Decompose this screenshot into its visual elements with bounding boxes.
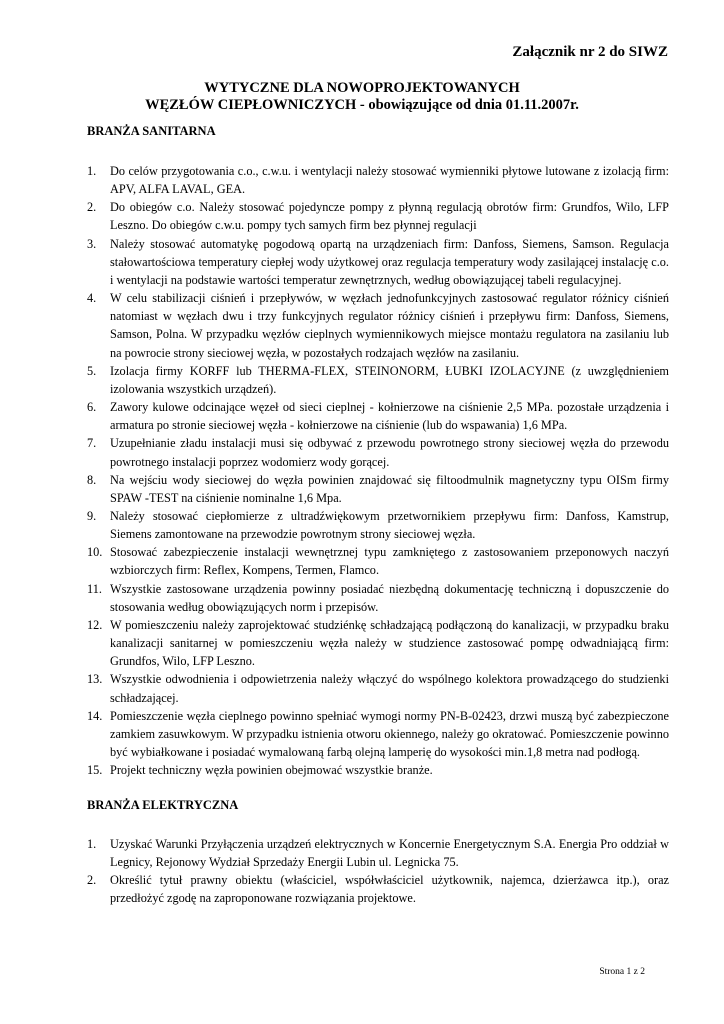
attachment-label: Załącznik nr 2 do SIWZ: [512, 44, 668, 60]
sanitary-heading: BRANŻA SANITARNA: [87, 124, 216, 138]
list-item: [87, 507, 669, 543]
list-item-text: W celu stabilizacji ciśnień i przepływów, w węzłach jednofunkcyjnych zastosować regulator różnicy ciśnień natomiast w węzłach dwu i trzy funkcyjnych regulator różnicy ciśnień i przepływu firm: Danfoss, Siemens, Samson, Polna. W przypadku węzłów cieplnych wymiennikowych miejsce montażu regulatora na zasilaniu lub na powrocie strony sieciowej węzła, w pozostałych rodzajach węzłów na zasilaniu.: [110, 291, 669, 360]
list-item: [87, 543, 669, 579]
list-item-text: Do obiegów c.o. Należy stosować pojedyncze pompy z płynną regulacją obrotów firm: Grundfos, Wilo, LFP Leszno. Do obiegów c.w.u. pompy tych samych firm bez płynnej regulacji: [110, 200, 669, 233]
title-line-1: WYTYCZNE DLA NOWOPROJEKTOWANYCH: [204, 80, 520, 96]
document-title: [0, 80, 724, 114]
list-item-text: Należy stosować automatykę pogodową opartą na urządzeniach firm: Danfoss, Siemens, Samson. Regulacja stałowartościowa temperatury ciepłej wody użytkowej oraz regulacja temperatury wody zasilającej instalację c.o. i wentylacji na podstawie wartości temperatur zewnętrznych, według obowiązującej tabeli regulacyjnej.: [110, 236, 669, 287]
list-item: [87, 398, 669, 434]
list-item-number: 3.: [87, 236, 97, 251]
list-item: [87, 362, 669, 398]
list-item: [87, 707, 669, 761]
list-item-text: Uzyskać Warunki Przyłączenia urządzeń elektrycznych w Koncernie Energetycznym S.A. Energia Pro oddział w Legnicy, Rejonowy Wydział Sprzedaży Energii Lubin ul. Legnicka 75.: [110, 837, 669, 870]
list-item-number: 15.: [87, 763, 103, 778]
list-item-number: 10.: [87, 545, 103, 560]
electrical-heading: BRANŻA ELEKTRYCZNA: [87, 798, 239, 812]
list-item-number: 13.: [87, 672, 103, 687]
list-item: [87, 289, 669, 362]
list-item-number: 14.: [87, 708, 103, 723]
list-item: [87, 471, 669, 507]
list-item-text: W pomieszczeniu należy zaprojektować studziénkę schładzającą podłączoną do kanalizacji, w przypadku braku kanalizacji sanitarnej w pomieszczeniu węzła należy w studzience zastosować pompę odwadniającą firm: Grundfos, Wilo, LFP Leszno.: [110, 617, 669, 669]
list-item-text: Określić tytuł prawny obiektu (właściciel, współwłaściciel użytkownik, najemca, dzierżawca itp.), oraz przedłożyć zgodę na zaproponowane rozwiązania projektowe.: [110, 873, 669, 906]
page-number: Strona 1 z 2: [599, 967, 645, 977]
list-item-number: 7.: [87, 436, 97, 451]
list-item-text: Do celów przygotowania c.o., c.w.u. i wentylacji należy stosować wymienniki płytowe lutowane z izolacją firm: APV, ALFA LAVAL, GEA.: [110, 164, 669, 197]
electrical-list: [87, 835, 669, 908]
list-item-text: Izolacja firmy KORFF lub THERMA-FLEX, STEINONORM, ŁUBKI IZOLACYJNE (z uwzględnieniem izolowania wszystkich urządzeń).: [110, 363, 669, 396]
list-item-number: 4.: [87, 291, 97, 306]
list-item-text: Stosować zabezpieczenie instalacji wewnętrznej typu zamkniętego z zastosowaniem przeponowych naczyń wzbiorczych firm: Reflex, Kompens, Termen, Flamco.: [110, 545, 669, 578]
list-item-text: Zawory kulowe odcinające węzeł od sieci cieplnej - kołnierzowe na ciśnienie 2,5 MPa. pozostałe urządzenia i armatura po stronie sieciowej węzła - kołnierzowe na ciśnienie (lub do wspawania) 1,6 MPa.: [110, 400, 669, 433]
list-item: [87, 162, 669, 198]
list-item: [87, 835, 669, 871]
list-item: [87, 198, 669, 234]
sanitary-list: [87, 162, 669, 779]
list-item: [87, 580, 669, 616]
list-item-number: 8.: [87, 472, 97, 487]
list-item: [87, 670, 669, 706]
list-item: [87, 616, 669, 670]
list-item-number: 1.: [87, 837, 97, 851]
title-line-2: WĘZŁÓW CIEPŁOWNICZYCH - obowiązujące od dnia 01.11.2007r.: [145, 97, 579, 113]
list-item-number: 9.: [87, 508, 97, 523]
list-item-text: Pomieszczenie węzła cieplnego powinno spełniać wymogi normy PN-B-02423, drzwi muszą być zabezpieczone zamkiem zasuwkowym. W przypadku istnienia otworu okiennego, należy go okratować. Pomieszczenie powinno być wybiałkowane i posiadać wymalowaną farbą olejną lamperię do wysokości min.1,8 metra nad podłogą.: [110, 708, 669, 759]
list-item-number: 6.: [87, 400, 97, 415]
list-item-text: Projekt techniczny węzła powinien obejmować wszystkie branże.: [110, 763, 433, 778]
list-item-text: Należy stosować ciepłomierze z ultradźwiękowym przetwornikiem przepływu firm: Danfoss, Kamstrup, Siemens zamontowane na przewodzie powrotnym strony sieciowej węzła.: [110, 508, 669, 542]
list-item-number: 5.: [87, 363, 97, 378]
list-item: [87, 434, 669, 470]
list-item-text: Na wejściu wody sieciowej do węzła powinien znajdować się filtoodmulnik magnetyczny typu OISm firmy SPAW -TEST na ciśnienie nominalne 1,6 Mpa.: [110, 472, 669, 505]
list-item-text: Uzupełnianie zładu instalacji musi się odbywać z przewodu powrotnego strony sieciowej węzła do przewodu powrotnego instalacji poprzez wodomierz wody gorącej.: [110, 436, 669, 469]
list-item-number: 2.: [87, 873, 97, 888]
list-item: [87, 761, 669, 779]
list-item: [87, 235, 669, 289]
list-item: [87, 871, 669, 907]
list-item-number: 12.: [87, 617, 103, 632]
list-item-number: 1.: [87, 164, 97, 178]
list-item-text: Wszystkie odwodnienia i odpowietrzenia należy włączyć do wspólnego kolektora prowadzącego do studzienki schładzającej.: [110, 672, 669, 705]
list-item-number: 11.: [87, 581, 102, 596]
list-item-number: 2.: [87, 200, 97, 215]
list-item-text: Wszystkie zastosowane urządzenia powinny posiadać niezbędną dokumentację techniczną i dopuszczenie do stosowania według obowiązujących norm i przepisów.: [110, 581, 669, 614]
